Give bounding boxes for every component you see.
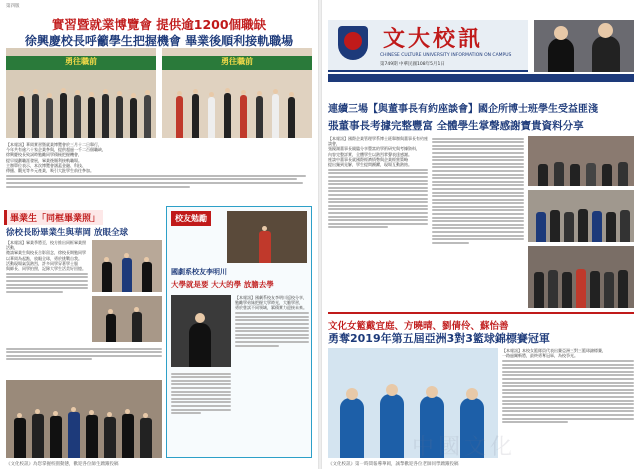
running-head: 第四版	[6, 4, 20, 9]
leaders-portrait-photo	[534, 20, 634, 72]
issue-number: 第749期 中華民國108年5月1日	[380, 62, 445, 67]
seminar-photo-2	[528, 190, 634, 242]
headline-top: 實習暨就業博覽會 提供逾1200個職缺	[51, 17, 267, 32]
right-page	[322, 0, 640, 469]
subhead-alumni-2: 大學就是要 大大的學 放膽去學	[171, 280, 274, 289]
subhead-grads: 徐校長盼畢業生與華岡 放眼全球	[6, 228, 128, 238]
graduation-ceremony-photo	[6, 380, 162, 458]
article-seminar: 【本報訊】國際企業管理學系博士班舉辦與董事長有約座談會， 張鏡湖董事長親臨分享豐富的學術研究與考據資料， 內容完整詳實，全體學生以熱烈掌聲表達感謝。 座談中董事長就國際經濟情勢與企業經營策略 提出獨到見解，學生提問踴躍，現場互動熱絡。	[328, 136, 428, 308]
alumni-portrait	[171, 295, 231, 367]
alumni-stage-photo	[227, 211, 307, 263]
photo-banner: 勇往職前	[162, 56, 312, 70]
alumni-box	[166, 206, 312, 458]
masthead	[328, 20, 528, 72]
masthead-title: 文大校訊	[383, 26, 484, 52]
grads-photo-1	[92, 240, 162, 292]
headline-seminar-1: 連續三場【與董事長有約座談會】國企所博士班學生受益匪淺	[328, 104, 598, 115]
subhead-alumni-1: 國劇系校友李明川	[171, 268, 227, 276]
article-seminar-col2	[432, 136, 524, 308]
headline-main: 徐興慶校長呼籲學生把握機會 畢業後順利接軌職場	[24, 34, 294, 48]
right-footer: 《文化校訊》第一時間報導華岡，誠摯歡迎各位老師同學踴躍投稿	[328, 462, 459, 467]
left-page	[0, 0, 318, 469]
headline-seminar-2: 張董事長考據完整豐富 全體學生掌聲感謝寶貴資料分享	[328, 120, 584, 132]
masthead-subtitle: CHINESE CULTURE UNIVERSITY INFORMATION ON CAMPUS	[380, 53, 512, 58]
grads-photo-2	[92, 296, 162, 342]
headline-basketball: 勇奪2019年第五屆亞洲3對3籃球錦標賽冠軍	[328, 332, 550, 345]
career-fair-photo-1	[6, 48, 156, 138]
section-grads: 畢業生「同框畢業照」	[4, 210, 103, 225]
article-alumni: 【本報訊】國劇系校友李明川返校分享， 勉勵學弟妹把握大學時光，大膽學習， 勇於嘗試不同領域，累積實力迎接未來。	[235, 295, 309, 453]
article-grads: 【本報訊】畢業季將至，校方推出同框畢業照活動， 邀請畢業生與校長合影留念，徐校長期勉同學 以華岡為起點，放眼全球，勇於挑戰自我。 活動現場氣氛熱烈，許多同學穿著學士服 與師長、同學拍照，記錄大學生活美好回憶。	[6, 240, 88, 340]
article-alumni-cont	[171, 371, 231, 451]
university-logo	[338, 26, 368, 60]
watermark: 中國文化	[412, 435, 517, 460]
article-basketball: 【本報訊】本校女籃隊員代表出賽亞洲三對三籃球錦標賽， 一路過關斬將，最終勇奪冠軍，為校爭光。	[502, 348, 634, 458]
article-career-fair: 【本報訊】華岡實習暨就業博覽會於三月十二日舉行， 今年共有逾六十家企業參與，提供超過一千二百個職缺， 徐興慶校長致詞時勉勵同學積極把握機會， 提早規劃職涯發展，畢業後順利接軌職場。 主辦單位表示，本次博覽會涵蓋金融、科技、 傳播、觀光等多元產業，吸引大批學生前往參加。	[6, 142, 312, 194]
photo-banner: 勇往職前	[6, 56, 156, 70]
masthead-meta-bar: 發行人：徐興慶 出版者：中國文化大學 地址：台北市陽明山華岡路55號	[328, 74, 634, 82]
career-fair-photo-2	[162, 48, 312, 138]
seminar-photo-3	[528, 246, 634, 308]
section-sports: 文化女籃戴宜庭、方曉晴、劉倩伶、蘇怡善	[328, 312, 634, 327]
seminar-photo-1	[528, 136, 634, 186]
section-alumni: 校友勉勵	[171, 211, 211, 226]
article-grads-cont	[6, 346, 162, 376]
left-footer: 《文化校訊》為您掌握校園動態，歡迎各位師生踴躍投稿	[6, 462, 119, 467]
